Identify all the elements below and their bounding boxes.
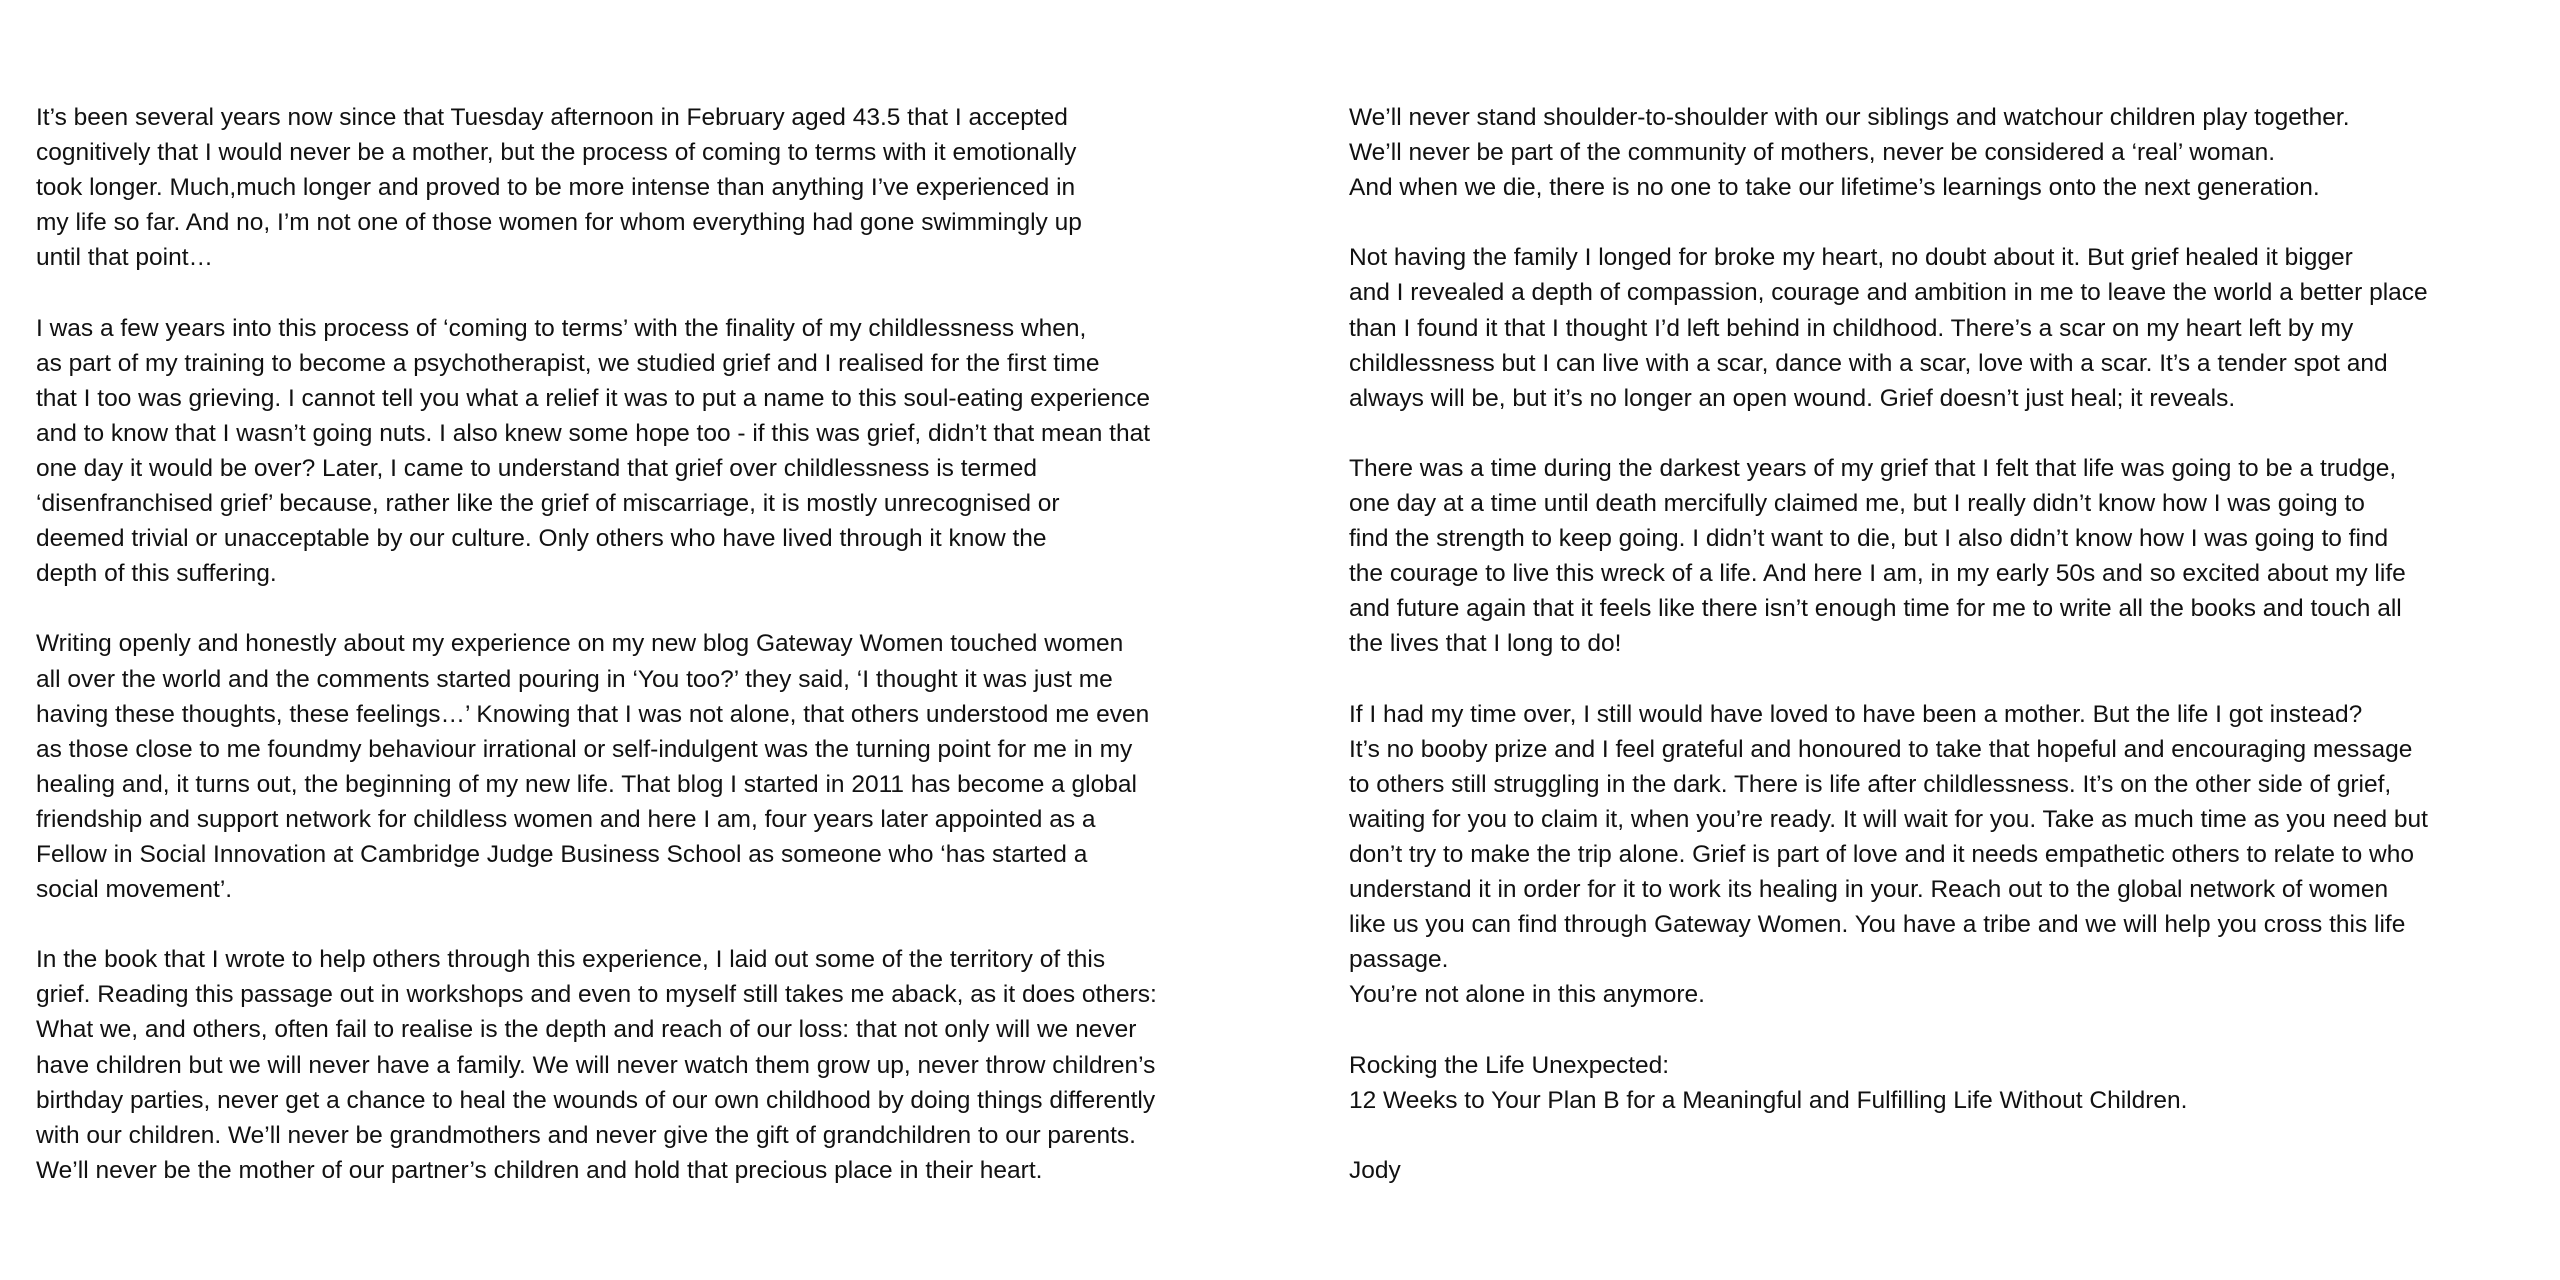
text-line: And when we die, there is no one to take our lifetime’s learnings onto the next generation. [1349,174,2320,202]
paragraph [1349,451,2549,662]
text-line: Not having the family I longed for broke my heart, no doubt about it. But grief healed it bigger [1349,244,2353,272]
text-line: to others still struggling in the dark. There is life after childlessness. It’s on the other side of grief, [1349,770,2392,798]
text-line: healing and, it turns out, the beginning of my new life. That blog I started in 2011 has become a global [36,770,1137,798]
text-line: depth of this suffering. [36,560,277,588]
text-line: You’re not alone in this anymore. [1349,981,1705,1009]
text-line: always will be, but it’s no longer an open wound. Grief doesn’t just heal; it reveals. [1349,384,2236,412]
text-line: I was a few years into this process of ‘coming to terms’ with the finality of my childlessness when, [36,314,1087,342]
text-line: that I too was grieving. I cannot tell you what a relief it was to put a name to this soul-eating experience [36,384,1151,412]
text-line: ‘disenfranchised grief’ because, rather like the grief of miscarriage, it is mostly unrecognised or [36,490,1060,518]
text-line: social movement’. [36,876,233,904]
signature-block [1349,1153,2549,1188]
text-line: childlessness but I can live with a scar, dance with a scar, love with a scar. It’s a tender spot and [1349,349,2388,377]
text-line: like us you can find through Gateway Women. You have a tribe and we will help you cross this life [1349,911,2406,939]
text-line: than I found it that I thought I’d left behind in childhood. There’s a scar on my heart left by my [1349,314,2354,342]
text-line: one day at a time until death mercifully claimed me, but I really didn’t know how I was going to [1349,490,2365,518]
text-line: find the strength to keep going. I didn’t want to die, but I also didn’t know how I was going to find [1349,525,2389,553]
text-line: the lives that I long to do! [1349,630,1622,658]
text-line: took longer. Much,much longer and proved to be more intense than anything I’ve experienced in [36,174,1076,202]
text-line: If I had my time over, I still would have loved to have been a mother. But the life I got instead? [1349,700,2363,728]
text-line: all over the world and the comments started pouring in ‘You too?’ they said, ‘I thought it was just me [36,665,1113,693]
text-line: don’t try to make the trip alone. Grief is part of love and it needs empathetic others to relate to who [1349,840,2414,868]
text-line: There was a time during the darkest years of my grief that I felt that life was going to be a trudge, [1349,454,2397,482]
paragraph [36,626,1326,907]
text-line: It’s no booby prize and I feel grateful and honoured to take that hopeful and encouraging message [1349,735,2413,763]
text-line: as part of my training to become a psychotherapist, we studied grief and I realised for the first time [36,349,1100,377]
text-line: We’ll never be the mother of our partner’s children and hold that precious place in their heart. [36,1156,1043,1184]
paragraph [1349,240,2549,415]
text-line: having these thoughts, these feelings…’ Knowing that I was not alone, that others understood me even [36,700,1150,728]
paragraph [36,942,1326,1188]
text-line: deemed trivial or unacceptable by our culture. Only others who have lived through it know the [36,525,1047,553]
text-line: Writing openly and honestly about my experience on my new blog Gateway Women touched women [36,630,1124,658]
text-line: Jody [1349,1156,1401,1184]
paragraph [1349,100,2549,205]
text-line: with our children. We’ll never be grandmothers and never give the gift of grandchildren to our parents. [36,1121,1136,1149]
text-line: as those close to me foundmy behaviour irrational or self-indulgent was the turning point for me in my [36,735,1133,763]
text-line: We’ll never be part of the community of mothers, never be considered a ‘real’ woman. [1349,139,2275,167]
text-line: until that point… [36,244,214,272]
text-line: passage. [1349,946,1449,974]
text-line: 12 Weeks to Your Plan B for a Meaningful and Fulfilling Life Without Children. [1349,1086,2188,1114]
paragraph [1349,697,2549,1013]
text-line: understand it in order for it to work its healing in your. Reach out to the global network of women [1349,876,2389,904]
text-line: What we, and others, often fail to realise is the depth and reach of our loss: that not only will we never [36,1016,1137,1044]
text-line: Fellow in Social Innovation at Cambridge Judge Business School as someone who ‘has started a [36,840,1088,868]
text-line: friendship and support network for childless women and here I am, four years later appointed as a [36,805,1096,833]
paragraph [36,311,1326,592]
text-line: birthday parties, never get a chance to heal the wounds of our own childhood by doing things differently [36,1086,1156,1114]
text-line: one day it would be over? Later, I came to understand that grief over childlessness is termed [36,454,1037,482]
text-line: and to know that I wasn’t going nuts. I also knew some hope too - if this was grief, didn’t that mean that [36,419,1151,447]
text-line: It’s been several years now since that Tuesday afternoon in February aged 43.5 that I accepted [36,104,1068,131]
book-title-block [1349,1048,2549,1118]
text-line: the courage to live this wreck of a life. And here I am, in my early 50s and so excited about my life [1349,560,2406,588]
left-column [36,100,1326,1188]
text-line: cognitively that I would never be a mother, but the process of coming to terms with it emotionally [36,139,1077,167]
text-line: have children but we will never have a family. We will never watch them grow up, never throw children’s [36,1051,1156,1079]
text-line: waiting for you to claim it, when you’re ready. It will wait for you. Take as much time as you need but [1349,805,2428,833]
paragraph [36,100,1326,275]
text-line: and I revealed a depth of compassion, courage and ambition in me to leave the world a better place [1349,279,2428,307]
text-line: We’ll never stand shoulder-to-shoulder with our siblings and watchour children play together. [1349,104,2350,131]
right-column [1349,100,2549,1188]
text-line: grief. Reading this passage out in workshops and even to myself still takes me aback, as it does others: [36,981,1157,1009]
text-line: In the book that I wrote to help others through this experience, I laid out some of the territory of this [36,946,1106,974]
text-line: and future again that it feels like there isn’t enough time for me to write all the books and touch all [1349,595,2402,623]
text-line: Rocking the Life Unexpected: [1349,1051,1670,1079]
text-line: my life so far. And no, I’m not one of those women for whom everything had gone swimmingly up [36,209,1082,237]
